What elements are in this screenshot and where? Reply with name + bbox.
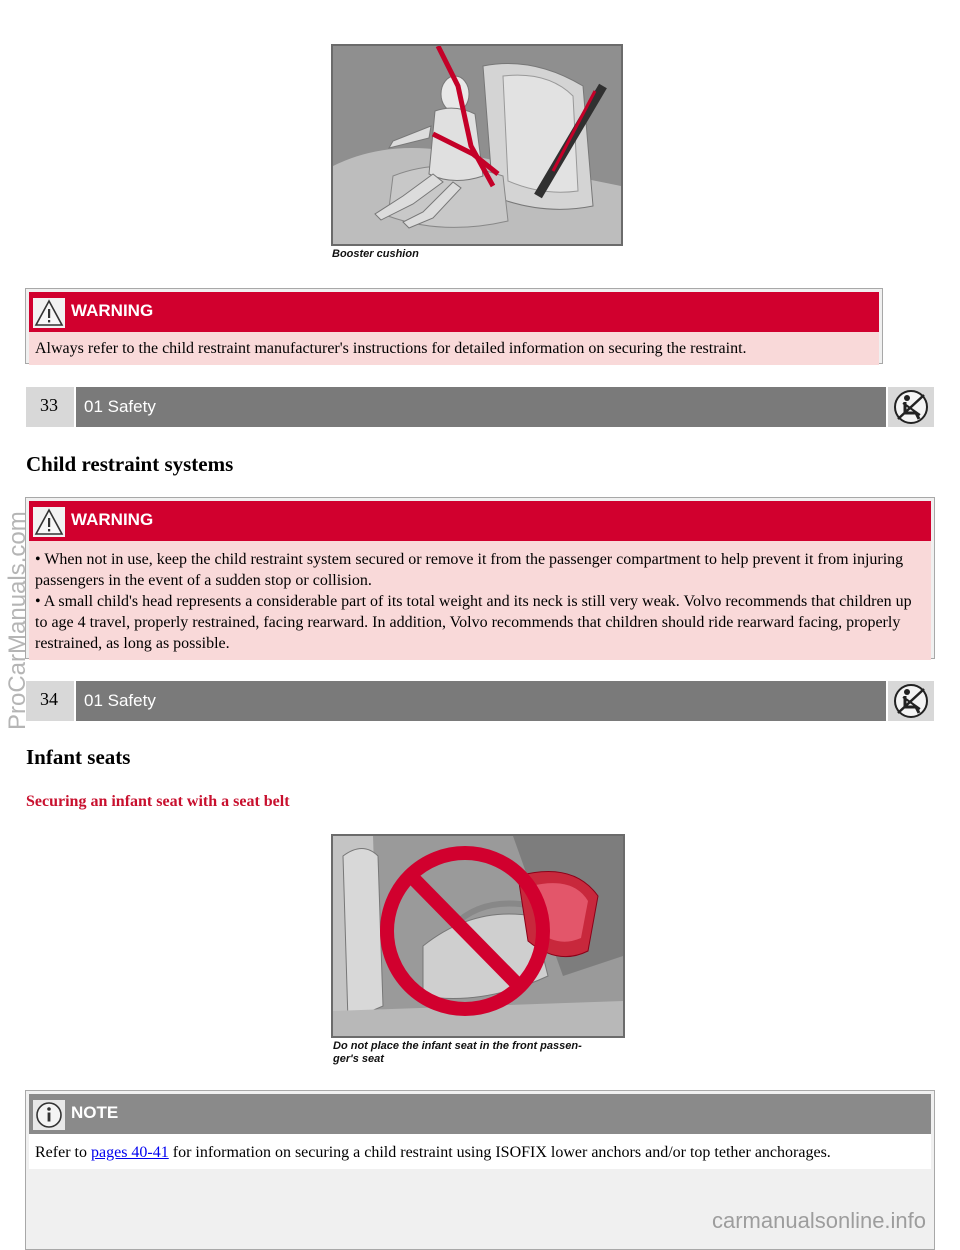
warning-box [25, 288, 883, 364]
section-title: 01 Safety [76, 387, 886, 427]
booster-cushion-caption: Booster cushion [332, 248, 419, 260]
warning-body [29, 541, 931, 660]
note-header [29, 1094, 931, 1134]
warning-triangle-icon [33, 298, 65, 328]
note-text: Refer to pages 40-41 for information on securing a child restraint using ISOFIX lower anchors and/or top tether anchorages. [29, 1134, 931, 1169]
pages-link[interactable]: pages 40-41 [90, 1144, 169, 1161]
infant-seat-illustration [333, 836, 623, 1036]
note-label: NOTE [71, 1103, 119, 1122]
heading-child-restraint-systems: Child restraint systems [26, 452, 234, 476]
heading-infant-seats: Infant seats [26, 745, 131, 769]
booster-cushion-illustration [333, 46, 621, 244]
warning-text: Always refer to the child restraint manufacturer's instructions for detailed information on securing the restraint. [29, 332, 879, 365]
warning-header [29, 501, 931, 541]
infant-seat-figure [331, 834, 625, 1038]
warning-label: WARNING [71, 510, 154, 529]
section-title: 01 Safety [76, 681, 886, 721]
watermark-left: ProCarManuals.com [4, 511, 31, 730]
section-icon-box [888, 681, 934, 721]
list-item: • When not in use, keep the child restraint system secured or remove it from the passenger compartment to help prevent it from injuring passengers in the event of a sudden stop or collision. [35, 551, 904, 589]
warning-header [29, 292, 879, 332]
page-number: 33 [26, 387, 74, 427]
section-icon-box [888, 387, 934, 427]
watermark-bottom: carmanualsonline.info [712, 1208, 927, 1233]
warning-label: WARNING [71, 301, 154, 320]
subheading: Securing an infant seat with a seat belt [26, 793, 290, 810]
list-item: • A small child's head represents a considerable part of its total weight and its neck is still very weak. Volvo recommends that children up to age 4 travel, properly restrained, facing rearward. In addition, Volvo recommends that children should ride rearward facing, properly restrained, as long as possible. [35, 593, 912, 652]
section-bar [26, 387, 934, 427]
infant-seat-caption: Do not place the infant seat in the front passen- ger's seat [333, 1040, 582, 1065]
section-bar [26, 681, 934, 721]
info-icon [33, 1100, 65, 1130]
booster-cushion-figure [331, 44, 623, 246]
seated-occupant-icon [892, 389, 930, 425]
page-number: 34 [26, 681, 74, 721]
seated-occupant-icon [892, 683, 930, 719]
warning-box [25, 497, 935, 659]
warning-triangle-icon [33, 507, 65, 537]
